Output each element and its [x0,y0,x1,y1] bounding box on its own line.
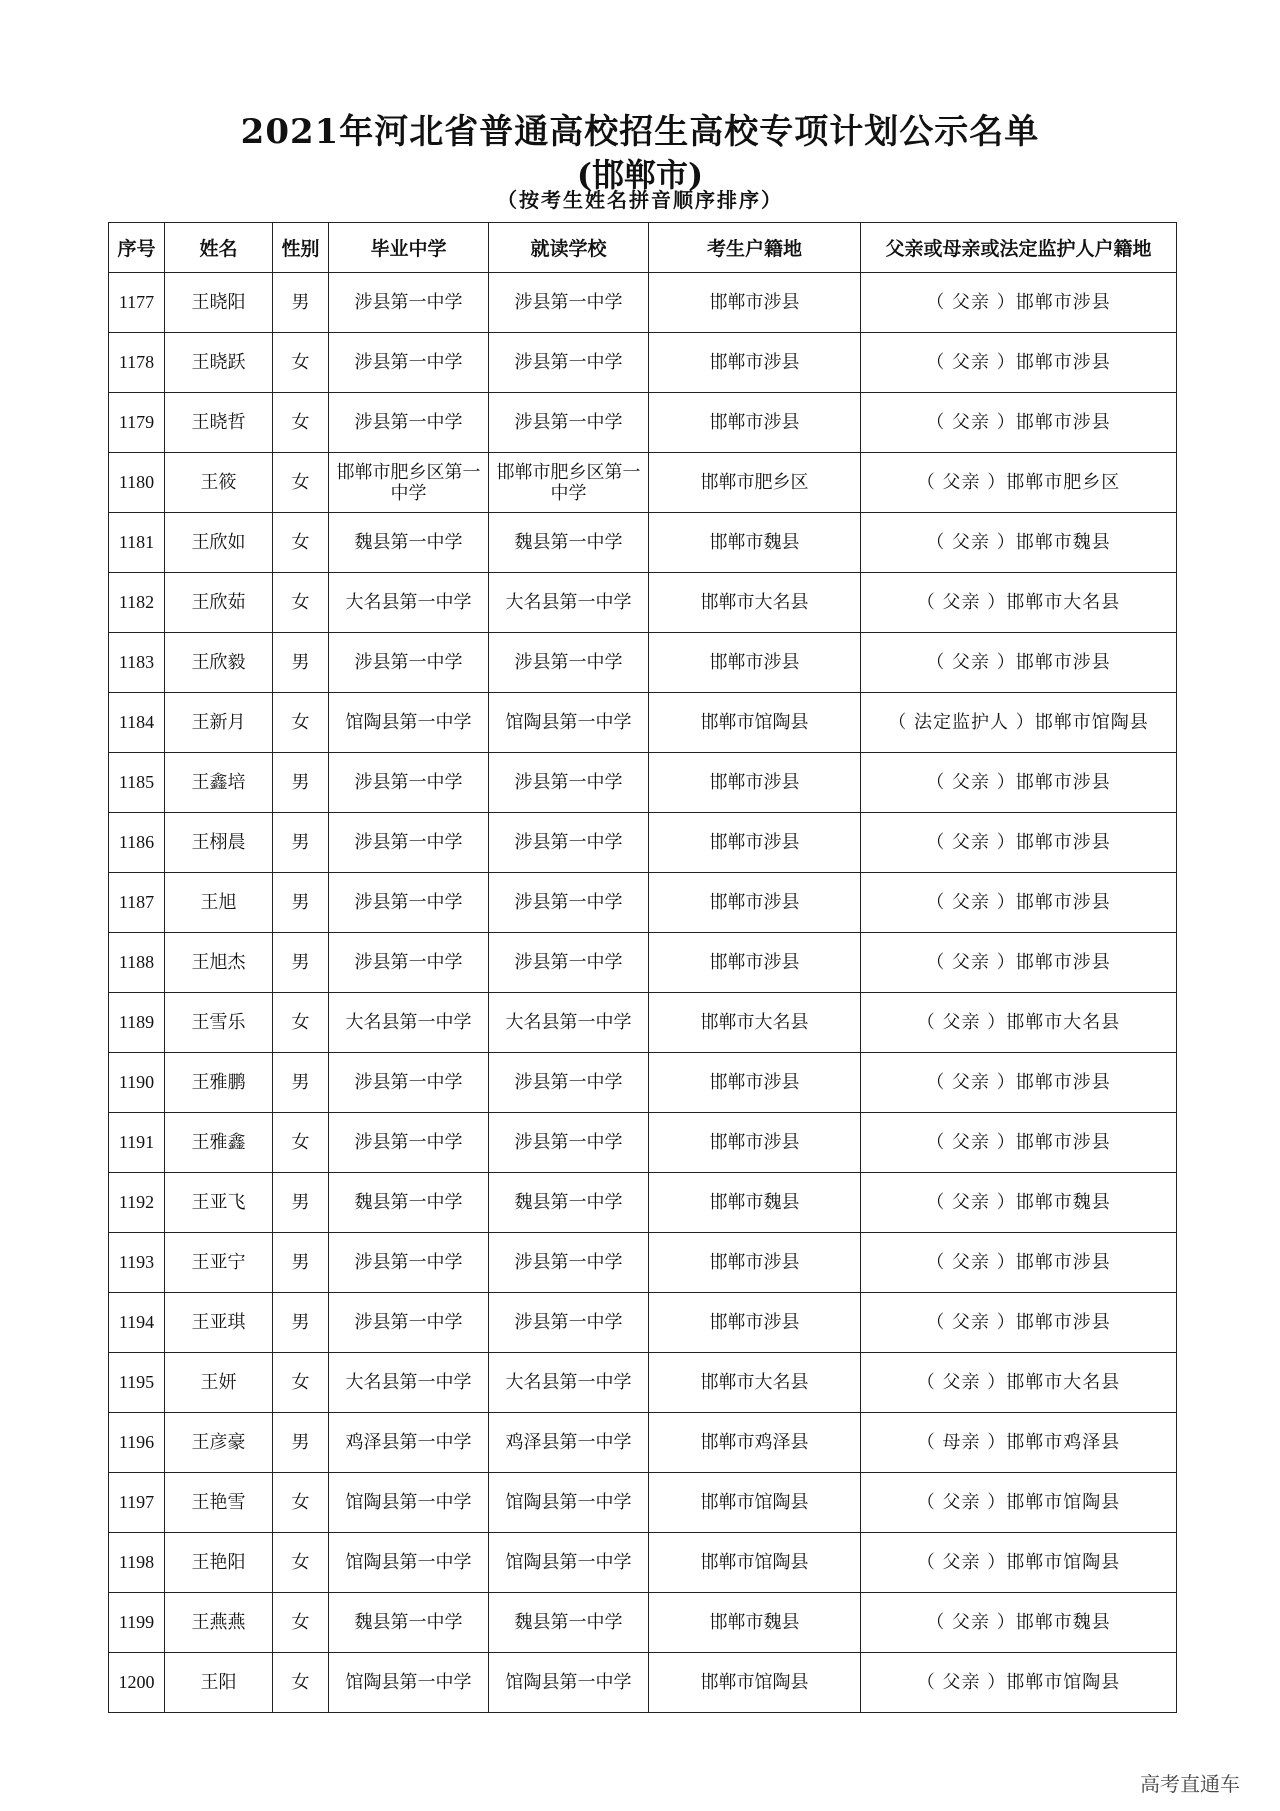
cell-cur-school: 魏县第一中学 [489,1173,649,1233]
cell-gender: 男 [273,1293,329,1353]
table-row [109,273,1177,333]
cell-name: 王燕燕 [165,1593,273,1653]
cell-guardian: （ 父亲 ）邯郸市大名县 [861,573,1177,633]
cell-cur-school: 涉县第一中学 [489,813,649,873]
cell-no: 1189 [109,993,165,1053]
cell-name: 王妍 [165,1353,273,1413]
cell-gender: 女 [273,1533,329,1593]
cell-name: 王艳阳 [165,1533,273,1593]
page-subtitle: (邯郸市) [576,156,704,194]
cell-gender: 女 [273,573,329,633]
table-row [109,1353,1177,1413]
cell-no: 1188 [109,933,165,993]
cell-hukou: 邯郸市涉县 [649,333,861,393]
cell-name: 王欣茹 [165,573,273,633]
cell-name: 王阳 [165,1653,273,1713]
table-row [109,393,1177,453]
table-row [109,873,1177,933]
table-row [109,1653,1177,1713]
cell-gender: 女 [273,993,329,1053]
cell-guardian: （ 父亲 ）邯郸市魏县 [861,1593,1177,1653]
col-header-grad-school: 毕业中学 [329,223,489,273]
table-row [109,453,1177,513]
cell-guardian: （ 父亲 ）邯郸市大名县 [861,1353,1177,1413]
cell-guardian: （ 父亲 ）邯郸市魏县 [861,513,1177,573]
col-header-guardian: 父亲或母亲或法定监护人户籍地 [861,223,1177,273]
cell-guardian: （ 母亲 ）邯郸市鸡泽县 [861,1413,1177,1473]
cell-no: 1193 [109,1233,165,1293]
cell-gender: 女 [273,393,329,453]
roster-body [109,273,1177,1713]
cell-no: 1185 [109,753,165,813]
cell-grad-school: 涉县第一中学 [329,933,489,993]
cell-name: 王雪乐 [165,993,273,1053]
cell-grad-school: 馆陶县第一中学 [329,1533,489,1593]
cell-hukou: 邯郸市涉县 [649,933,861,993]
cell-guardian: （ 父亲 ）邯郸市馆陶县 [861,1653,1177,1713]
cell-cur-school: 大名县第一中学 [489,573,649,633]
cell-grad-school: 馆陶县第一中学 [329,693,489,753]
table-row [109,333,1177,393]
cell-grad-school: 涉县第一中学 [329,813,489,873]
cell-grad-school: 馆陶县第一中学 [329,1653,489,1713]
table-row [109,573,1177,633]
cell-guardian: （ 父亲 ）邯郸市涉县 [861,633,1177,693]
cell-name: 王雅鑫 [165,1113,273,1173]
table-row [109,1053,1177,1113]
cell-grad-school: 鸡泽县第一中学 [329,1413,489,1473]
cell-gender: 男 [273,633,329,693]
cell-hukou: 邯郸市馆陶县 [649,693,861,753]
cell-gender: 女 [273,1473,329,1533]
cell-gender: 女 [273,1353,329,1413]
cell-grad-school: 大名县第一中学 [329,993,489,1053]
table-row [109,1113,1177,1173]
cell-cur-school: 魏县第一中学 [489,513,649,573]
cell-hukou: 邯郸市馆陶县 [649,1473,861,1533]
cell-cur-school: 大名县第一中学 [489,1353,649,1413]
table-row [109,753,1177,813]
cell-grad-school: 涉县第一中学 [329,633,489,693]
cell-gender: 女 [273,1113,329,1173]
cell-no: 1199 [109,1593,165,1653]
cell-grad-school: 涉县第一中学 [329,753,489,813]
cell-cur-school: 涉县第一中学 [489,1113,649,1173]
cell-guardian: （ 父亲 ）邯郸市涉县 [861,1113,1177,1173]
cell-no: 1192 [109,1173,165,1233]
table-row [109,1293,1177,1353]
cell-name: 王欣如 [165,513,273,573]
cell-cur-school: 涉县第一中学 [489,1233,649,1293]
table-row [109,1533,1177,1593]
cell-gender: 男 [273,813,329,873]
cell-name: 王鑫培 [165,753,273,813]
cell-name: 王新月 [165,693,273,753]
table-row [109,1413,1177,1473]
cell-hukou: 邯郸市涉县 [649,1113,861,1173]
cell-cur-school: 大名县第一中学 [489,993,649,1053]
cell-guardian: （ 父亲 ）邯郸市涉县 [861,873,1177,933]
cell-name: 王亚琪 [165,1293,273,1353]
sort-note: （按考生姓名拼音顺序排序） [497,188,783,212]
cell-name: 王雅鹏 [165,1053,273,1113]
cell-gender: 女 [273,333,329,393]
cell-no: 1186 [109,813,165,873]
cell-guardian: （ 父亲 ）邯郸市涉县 [861,1293,1177,1353]
cell-hukou: 邯郸市魏县 [649,513,861,573]
cell-gender: 女 [273,1593,329,1653]
table-row [109,813,1177,873]
cell-cur-school: 鸡泽县第一中学 [489,1413,649,1473]
cell-gender: 男 [273,753,329,813]
cell-guardian: （ 父亲 ）邯郸市涉县 [861,813,1177,873]
cell-no: 1179 [109,393,165,453]
cell-no: 1178 [109,333,165,393]
cell-hukou: 邯郸市涉县 [649,393,861,453]
cell-no: 1196 [109,1413,165,1473]
cell-no: 1191 [109,1113,165,1173]
cell-gender: 女 [273,453,329,513]
table-row [109,993,1177,1053]
cell-hukou: 邯郸市肥乡区 [649,453,861,513]
cell-cur-school: 涉县第一中学 [489,1293,649,1353]
cell-grad-school: 魏县第一中学 [329,513,489,573]
col-header-hukou: 考生户籍地 [649,223,861,273]
cell-no: 1198 [109,1533,165,1593]
cell-guardian: （ 法定监护人 ）邯郸市馆陶县 [861,693,1177,753]
cell-guardian: （ 父亲 ）邯郸市涉县 [861,753,1177,813]
cell-guardian: （ 父亲 ）邯郸市大名县 [861,993,1177,1053]
cell-gender: 男 [273,1173,329,1233]
cell-no: 1200 [109,1653,165,1713]
table-row [109,513,1177,573]
cell-grad-school: 涉县第一中学 [329,1113,489,1173]
cell-grad-school: 魏县第一中学 [329,1593,489,1653]
cell-cur-school: 馆陶县第一中学 [489,1473,649,1533]
cell-hukou: 邯郸市涉县 [649,1293,861,1353]
cell-cur-school: 魏县第一中学 [489,1593,649,1653]
cell-hukou: 邯郸市馆陶县 [649,1533,861,1593]
table-row [109,933,1177,993]
cell-cur-school: 涉县第一中学 [489,333,649,393]
cell-cur-school: 馆陶县第一中学 [489,1533,649,1593]
cell-no: 1195 [109,1353,165,1413]
col-header-name: 姓名 [165,223,273,273]
cell-no: 1183 [109,633,165,693]
cell-hukou: 邯郸市魏县 [649,1593,861,1653]
cell-hukou: 邯郸市涉县 [649,1053,861,1113]
cell-no: 1180 [109,453,165,513]
cell-hukou: 邯郸市馆陶县 [649,1653,861,1713]
cell-grad-school: 涉县第一中学 [329,1233,489,1293]
cell-cur-school: 涉县第一中学 [489,393,649,453]
cell-no: 1181 [109,513,165,573]
cell-grad-school: 涉县第一中学 [329,393,489,453]
cell-name: 王彦豪 [165,1413,273,1473]
table-row [109,693,1177,753]
table-row [109,1233,1177,1293]
cell-grad-school: 大名县第一中学 [329,573,489,633]
cell-name: 王晓跃 [165,333,273,393]
cell-guardian: （ 父亲 ）邯郸市涉县 [861,333,1177,393]
page-title: 2021年河北省普通高校招生高校专项计划公示名单 [240,112,1040,152]
cell-gender: 男 [273,873,329,933]
cell-gender: 女 [273,693,329,753]
cell-grad-school: 涉县第一中学 [329,273,489,333]
cell-grad-school: 大名县第一中学 [329,1353,489,1413]
cell-grad-school: 馆陶县第一中学 [329,1473,489,1533]
cell-no: 1187 [109,873,165,933]
cell-name: 王欣毅 [165,633,273,693]
cell-hukou: 邯郸市涉县 [649,273,861,333]
cell-guardian: （ 父亲 ）邯郸市馆陶县 [861,1533,1177,1593]
cell-grad-school: 邯郸市肥乡区第一中学 [329,453,489,513]
table-row [109,633,1177,693]
cell-cur-school: 涉县第一中学 [489,873,649,933]
cell-guardian: （ 父亲 ）邯郸市涉县 [861,393,1177,453]
cell-cur-school: 涉县第一中学 [489,933,649,993]
cell-hukou: 邯郸市魏县 [649,1173,861,1233]
cell-hukou: 邯郸市大名县 [649,1353,861,1413]
cell-name: 王筱 [165,453,273,513]
cell-guardian: （ 父亲 ）邯郸市馆陶县 [861,1473,1177,1533]
cell-no: 1197 [109,1473,165,1533]
cell-cur-school: 馆陶县第一中学 [489,1653,649,1713]
cell-guardian: （ 父亲 ）邯郸市涉县 [861,1053,1177,1113]
cell-gender: 男 [273,1413,329,1473]
cell-gender: 男 [273,1053,329,1113]
roster-table [108,222,1177,1713]
cell-no: 1182 [109,573,165,633]
cell-hukou: 邯郸市大名县 [649,993,861,1053]
cell-gender: 女 [273,513,329,573]
cell-hukou: 邯郸市涉县 [649,753,861,813]
cell-cur-school: 涉县第一中学 [489,273,649,333]
col-header-gender: 性别 [273,223,329,273]
cell-hukou: 邯郸市鸡泽县 [649,1413,861,1473]
cell-name: 王晓哲 [165,393,273,453]
cell-grad-school: 涉县第一中学 [329,333,489,393]
cell-no: 1184 [109,693,165,753]
cell-grad-school: 涉县第一中学 [329,873,489,933]
col-header-cur-school: 就读学校 [489,223,649,273]
col-header-no: 序号 [109,223,165,273]
cell-cur-school: 涉县第一中学 [489,753,649,813]
cell-no: 1190 [109,1053,165,1113]
cell-name: 王亚宁 [165,1233,273,1293]
cell-hukou: 邯郸市涉县 [649,1233,861,1293]
cell-guardian: （ 父亲 ）邯郸市肥乡区 [861,453,1177,513]
cell-name: 王旭 [165,873,273,933]
cell-hukou: 邯郸市涉县 [649,873,861,933]
cell-name: 王艳雪 [165,1473,273,1533]
cell-grad-school: 涉县第一中学 [329,1053,489,1113]
cell-guardian: （ 父亲 ）邯郸市涉县 [861,273,1177,333]
table-row [109,1473,1177,1533]
cell-name: 王旭杰 [165,933,273,993]
cell-hukou: 邯郸市涉县 [649,633,861,693]
cell-cur-school: 涉县第一中学 [489,1053,649,1113]
cell-grad-school: 魏县第一中学 [329,1173,489,1233]
cell-no: 1177 [109,273,165,333]
cell-gender: 男 [273,933,329,993]
cell-guardian: （ 父亲 ）邯郸市魏县 [861,1173,1177,1233]
cell-hukou: 邯郸市大名县 [649,573,861,633]
cell-cur-school: 涉县第一中学 [489,633,649,693]
cell-guardian: （ 父亲 ）邯郸市涉县 [861,1233,1177,1293]
cell-no: 1194 [109,1293,165,1353]
cell-gender: 男 [273,1233,329,1293]
cell-gender: 男 [273,273,329,333]
cell-name: 王亚飞 [165,1173,273,1233]
cell-grad-school: 涉县第一中学 [329,1293,489,1353]
watermark: 高考直通车 [1140,1772,1240,1796]
cell-gender: 女 [273,1653,329,1713]
cell-name: 王晓阳 [165,273,273,333]
header-row [109,223,1177,273]
cell-hukou: 邯郸市涉县 [649,813,861,873]
cell-name: 王栩晨 [165,813,273,873]
cell-cur-school: 馆陶县第一中学 [489,693,649,753]
table-row [109,1173,1177,1233]
table-row [109,1593,1177,1653]
cell-cur-school: 邯郸市肥乡区第一中学 [489,453,649,513]
cell-guardian: （ 父亲 ）邯郸市涉县 [861,933,1177,993]
